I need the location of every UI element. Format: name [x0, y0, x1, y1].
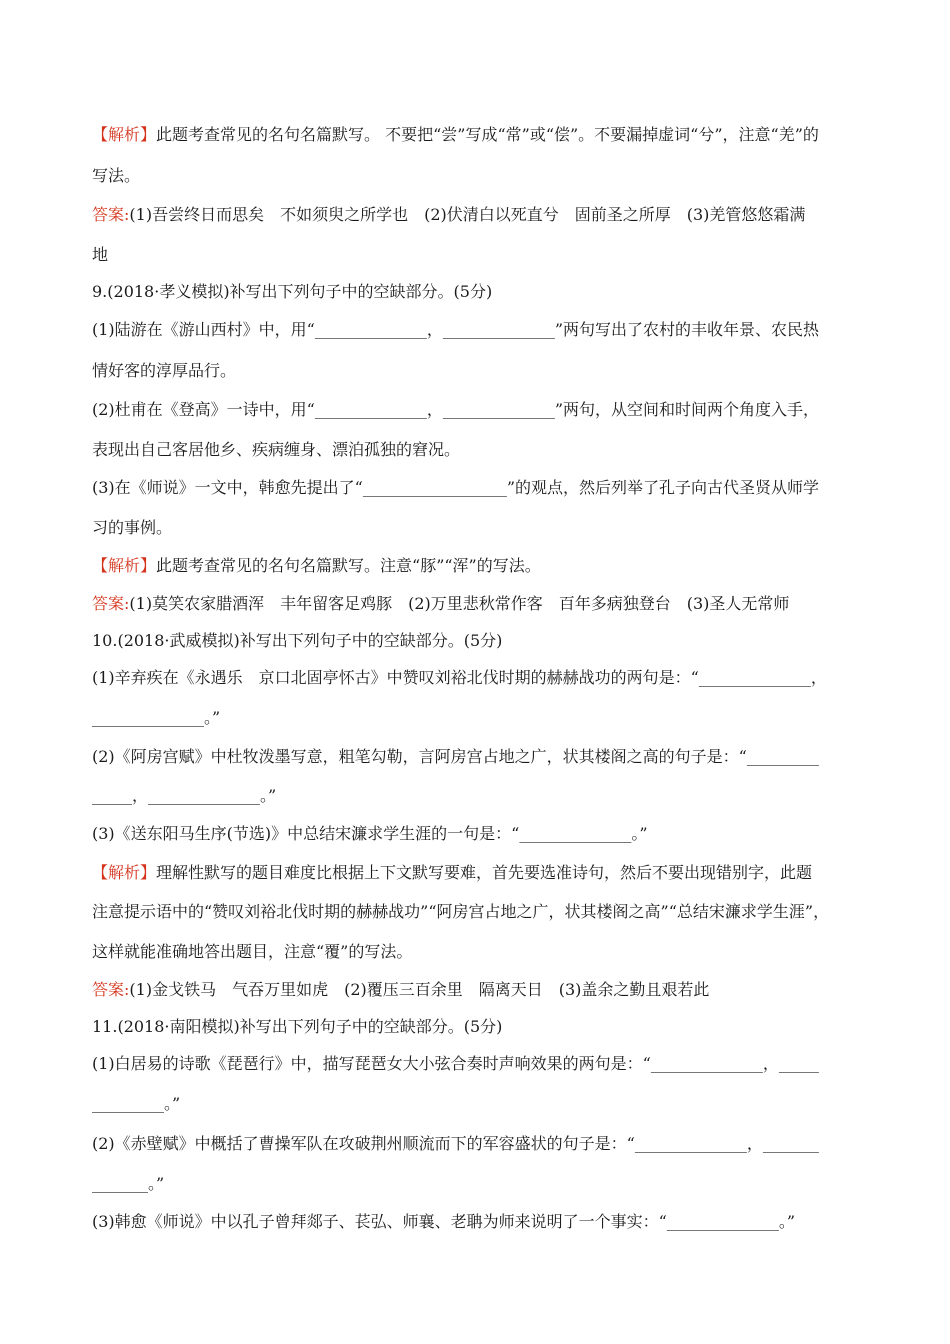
q8-analysis-line-2: 写法。 [92, 166, 141, 185]
analysis-tag: 【解析】 [92, 125, 157, 144]
q9-answer [92, 594, 862, 614]
q10-answer [92, 980, 862, 1000]
q9-part3-line-1: (3)在《师说》一文中，韩愈先提出了“__________________”的观点，然后列举了孔子向古代圣贤从师学 [92, 478, 820, 497]
q11-part2-line-2: _______。” [92, 1174, 165, 1193]
q10-part1-line-2: ______________。” [92, 708, 221, 727]
q9-part1-line-1: (1)陆游在《游山西村》中，用“______________，______________”两句写出了农村的丰收年景、农民热 [92, 320, 820, 339]
q9-analysis [92, 556, 862, 576]
q8-answer-line-2: 地 [92, 245, 109, 264]
q9-title: 9.(2018·孝义模拟)补写出下列句子中的空缺部分。(5分) [92, 282, 493, 301]
q9-part1-line-2: 情好客的淳厚品行。 [92, 361, 237, 380]
q11-part3-line-1: (3)韩愈《师说》中以孔子曾拜郯子、苌弘、师襄、老聃为师来说明了一个事实：“______________。” [92, 1212, 796, 1231]
q11-title: 11.(2018·南阳模拟)补写出下列句子中的空缺部分。(5分) [92, 1017, 503, 1036]
answer-text: (1)莫笑农家腊酒浑 丰年留客足鸡豚 (2)万里悲秋常作客 百年多病独登台 (3)圣人无常师 [129, 594, 790, 613]
q8-answer-line-1 [92, 205, 862, 225]
q10-part2-line-2: _____，______________。” [92, 786, 277, 805]
q8-analysis-line-1 [92, 125, 862, 145]
analysis-text: 理解性默写的题目难度比根据上下文默写要难，首先要选准诗句，然后不要出现错别字，此题 [156, 863, 813, 882]
analysis-tag: 【解析】 [92, 863, 157, 882]
q11-part1-line-2: _________。” [92, 1094, 181, 1113]
q10-title: 10.(2018·武威模拟)补写出下列句子中的空缺部分。(5分) [92, 631, 503, 650]
answer-label: 答案: [92, 205, 130, 224]
q10-analysis-line-2: 注意提示语中的“赞叹刘裕北伐时期的赫赫战功”“阿房宫占地之广，状其楼阁之高”“总结宋濂求学生涯”， [92, 902, 830, 921]
q11-part2-line-1: (2)《赤壁赋》中概括了曹操军队在攻破荆州顺流而下的军容盛状的句子是：“______________，_______ [92, 1134, 819, 1153]
q10-analysis-line-3: 这样就能准确地答出题目，注意“覆”的写法。 [92, 942, 413, 961]
q10-part2-line-1: (2)《阿房宫赋》中杜牧泼墨写意，粗笔勾勒，言阿房宫占地之广，状其楼阁之高的句子是：“_________ [92, 747, 819, 766]
analysis-tag: 【解析】 [92, 556, 157, 575]
q9-part3-line-2: 习的事例。 [92, 518, 173, 537]
answer-text: (1)吾尝终日而思矣 不如须臾之所学也 (2)伏清白以死直兮 固前圣之所厚 (3)羌管悠悠霜满 [129, 205, 806, 224]
analysis-text: 此题考查常见的名句名篇默写。 不要把“尝”写成“常”或“偿”。不要漏掉虚词“兮”，注意“羌”的 [156, 125, 819, 144]
q10-analysis-line-1 [92, 863, 862, 883]
q10-part3-line-1: (3)《送东阳马生序(节选)》中总结宋濂求学生涯的一句是：“______________。” [92, 824, 648, 843]
q11-part1-line-1: (1)白居易的诗歌《琵琶行》中，描写琵琶女大小弦合奏时声响效果的两句是：“______________，_____ [92, 1054, 819, 1073]
answer-label: 答案: [92, 980, 130, 999]
analysis-text: 此题考查常见的名句名篇默写。注意“豚”“浑”的写法。 [156, 556, 541, 575]
q10-part1-line-1: (1)辛弃疾在《永遇乐 京口北固亭怀古》中赞叹刘裕北伐时期的赫赫战功的两句是：“______________， [92, 668, 827, 687]
answer-text: (1)金戈铁马 气吞万里如虎 (2)覆压三百余里 隔离天日 (3)盖余之勤且艰若此 [129, 980, 710, 999]
q9-part2-line-2: 表现出自己客居他乡、疾病缠身、漂泊孤独的窘况。 [92, 440, 461, 459]
q9-part2-line-1: (2)杜甫在《登高》一诗中，用“______________，______________”两句，从空间和时间两个角度入手， [92, 400, 820, 419]
answer-label: 答案: [92, 594, 130, 613]
